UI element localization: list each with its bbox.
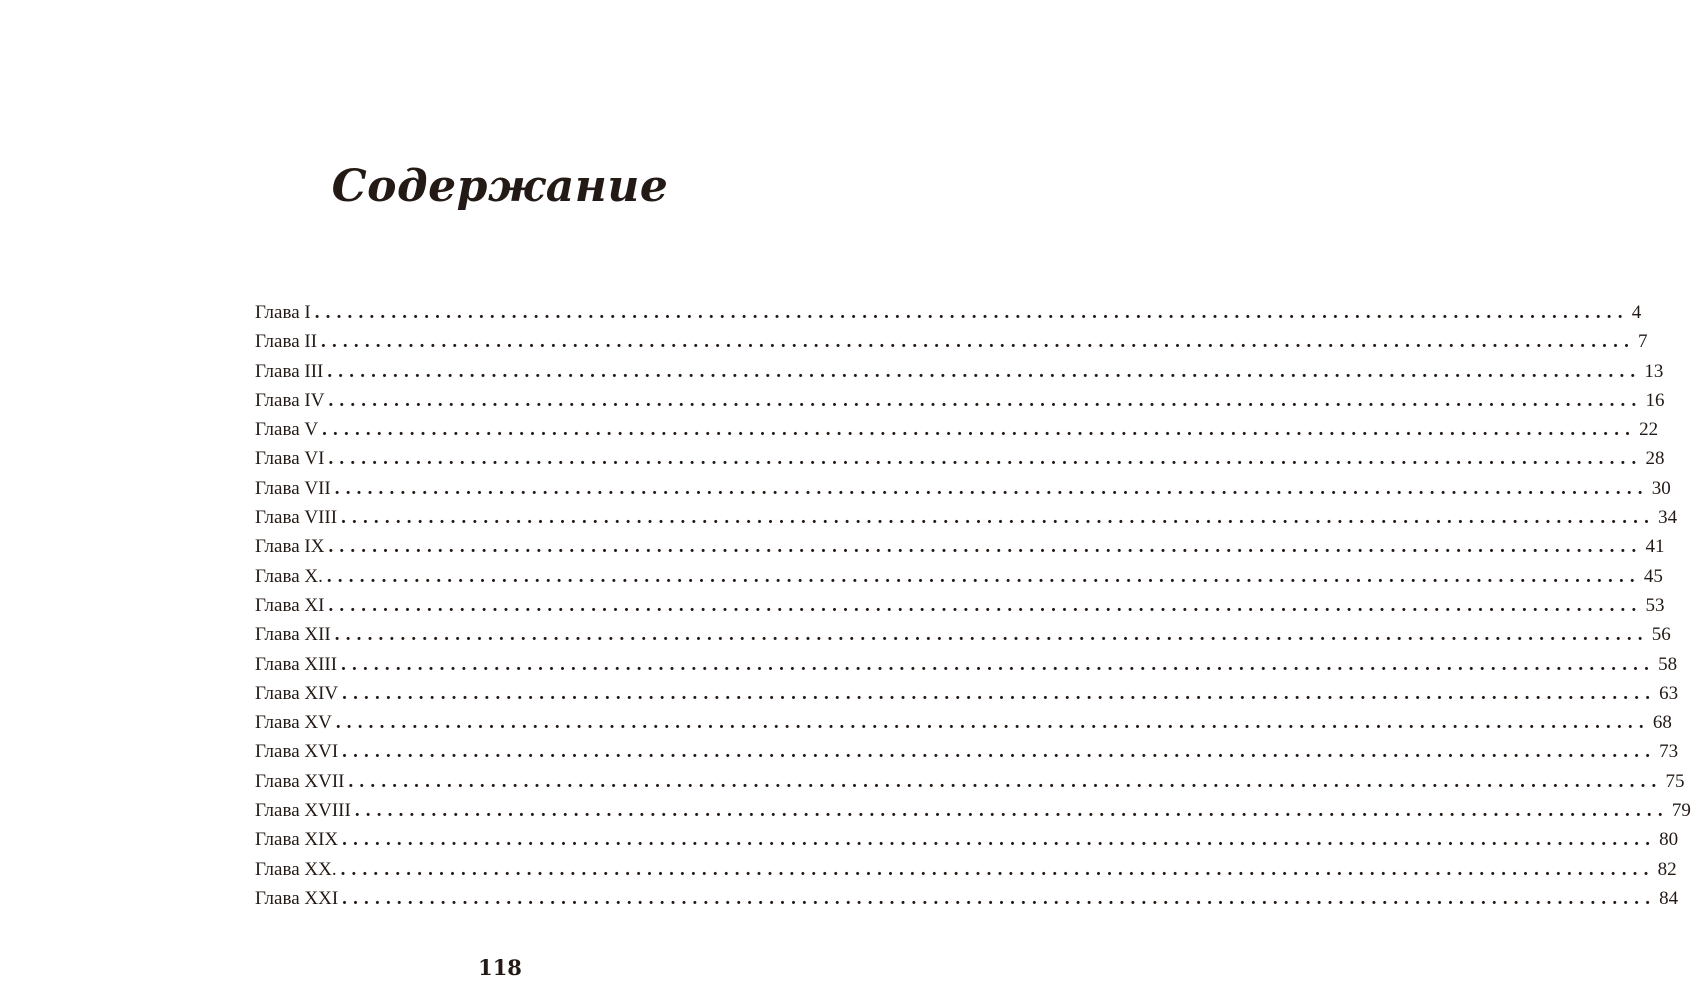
toc-entry-label: Глава IV — [255, 389, 325, 411]
toc-entry[interactable] — [255, 887, 1679, 917]
toc-entry-label: Глава V — [255, 419, 319, 441]
dot-leader: ........................................................................................................................ — [314, 302, 1629, 323]
toc-entry[interactable] — [255, 858, 1677, 888]
toc-entry[interactable] — [255, 507, 1678, 536]
toc-entry-page: 73 — [1659, 741, 1679, 763]
toc-entry-label: Глава IX — [255, 536, 325, 558]
toc-entry-page: 58 — [1658, 653, 1678, 675]
toc-entry[interactable] — [255, 800, 1691, 829]
toc-entry-label: Глава XX. — [255, 858, 337, 880]
toc-entry-label: Глава XII — [255, 624, 331, 646]
page-number: 118 — [478, 955, 522, 980]
dot-leader: ........................................................................................................................ — [342, 741, 1657, 763]
toc-entry[interactable] — [255, 331, 1648, 360]
toc-entry-page: 28 — [1645, 448, 1665, 470]
dot-leader: ........................................................................................................................ — [341, 507, 1656, 529]
dot-leader: ........................................................................................................................ — [341, 653, 1656, 675]
toc-entry-label: Глава VI — [255, 448, 325, 470]
dot-leader: ........................................................................................................................ — [348, 770, 1663, 792]
toc-entry-page: 68 — [1652, 712, 1672, 734]
toc-entry[interactable] — [255, 741, 1679, 770]
toc-entry-page: 56 — [1651, 624, 1671, 646]
toc-entry-label: Глава XI — [255, 594, 325, 616]
toc-entry-label: Глава XVIII — [255, 800, 351, 822]
toc-entry-page: 45 — [1643, 565, 1663, 587]
dot-leader: ........................................................................................................................ — [326, 565, 1641, 587]
toc-entry[interactable] — [255, 770, 1685, 800]
toc-entry-page: 16 — [1645, 389, 1665, 411]
dot-leader: ........................................................................................................................ — [322, 419, 1637, 441]
dot-leader: ........................................................................................................................ — [334, 624, 1649, 646]
dot-leader: ........................................................................................................................ — [328, 448, 1643, 470]
toc-entry[interactable] — [255, 536, 1665, 565]
toc-entry-page: 22 — [1639, 419, 1659, 441]
dot-leader: ........................................................................................................................ — [342, 682, 1657, 704]
toc-entry[interactable] — [255, 712, 1672, 741]
toc-entry-page: 84 — [1659, 887, 1679, 909]
toc-entry-page: 7 — [1638, 331, 1648, 353]
toc-entry-page: 63 — [1659, 682, 1679, 704]
dot-leader: ........................................................................................................................ — [321, 331, 1636, 353]
toc-entry[interactable] — [255, 302, 1642, 331]
toc-entry-label: Глава VII — [255, 477, 331, 499]
dot-leader: ........................................................................................................................ — [328, 389, 1643, 411]
toc-entry[interactable] — [255, 448, 1665, 477]
toc-entry-label: Глава XIV — [255, 682, 339, 704]
dot-leader: ........................................................................................................................ — [328, 594, 1643, 616]
toc-entry-label: Глава III — [255, 360, 324, 382]
toc-entry-page: 82 — [1657, 858, 1677, 880]
toc-entry[interactable] — [255, 477, 1671, 507]
toc-entry[interactable] — [255, 389, 1665, 419]
dot-leader: ........................................................................................................................ — [342, 887, 1657, 909]
toc-entry-label: Глава XIII — [255, 653, 338, 675]
dot-leader: ........................................................................................................................ — [342, 829, 1657, 851]
toc-entry[interactable] — [255, 829, 1679, 858]
toc-entry[interactable] — [255, 419, 1659, 448]
dot-leader: ........................................................................................................................ — [335, 712, 1650, 734]
dot-leader: ........................................................................................................................ — [334, 477, 1649, 499]
toc-entry-label: Глава XVI — [255, 741, 339, 763]
toc-entry-page: 4 — [1631, 302, 1642, 323]
toc-entry-page: 30 — [1651, 477, 1671, 499]
toc-entry-label: Глава XXI — [255, 887, 339, 909]
toc-entry[interactable] — [255, 360, 1664, 390]
toc-entry[interactable] — [255, 682, 1679, 712]
table-of-contents — [255, 302, 1691, 917]
toc-entry-label: Глава II — [255, 331, 318, 353]
toc-entry[interactable] — [255, 594, 1665, 624]
toc-entry-label: Глава I — [255, 302, 311, 323]
toc-entry-page: 79 — [1671, 800, 1691, 822]
toc-entry[interactable] — [255, 624, 1671, 653]
dot-leader: ........................................................................................................................ — [354, 800, 1669, 822]
toc-entry-label: Глава X. — [255, 565, 323, 587]
toc-entry-page: 75 — [1665, 770, 1685, 792]
toc-entry-label: Глава VIII — [255, 507, 338, 529]
toc-entry-label: Глава XV — [255, 712, 332, 734]
dot-leader: ........................................................................................................................ — [340, 858, 1655, 880]
toc-entry[interactable] — [255, 653, 1678, 683]
page-title: Содержание — [331, 161, 669, 213]
toc-entry-page: 34 — [1658, 507, 1678, 529]
dot-leader: ........................................................................................................................ — [328, 536, 1643, 558]
toc-entry-page: 41 — [1645, 536, 1665, 558]
toc-entry-label: Глава XVII — [255, 770, 345, 792]
toc-entry-page: 53 — [1645, 594, 1665, 616]
toc-entry-page: 13 — [1644, 360, 1664, 382]
toc-entry-label: Глава XIX — [255, 829, 339, 851]
toc-entry[interactable] — [255, 565, 1663, 595]
dot-leader: ........................................................................................................................ — [327, 360, 1642, 382]
toc-entry-page: 80 — [1659, 829, 1679, 851]
